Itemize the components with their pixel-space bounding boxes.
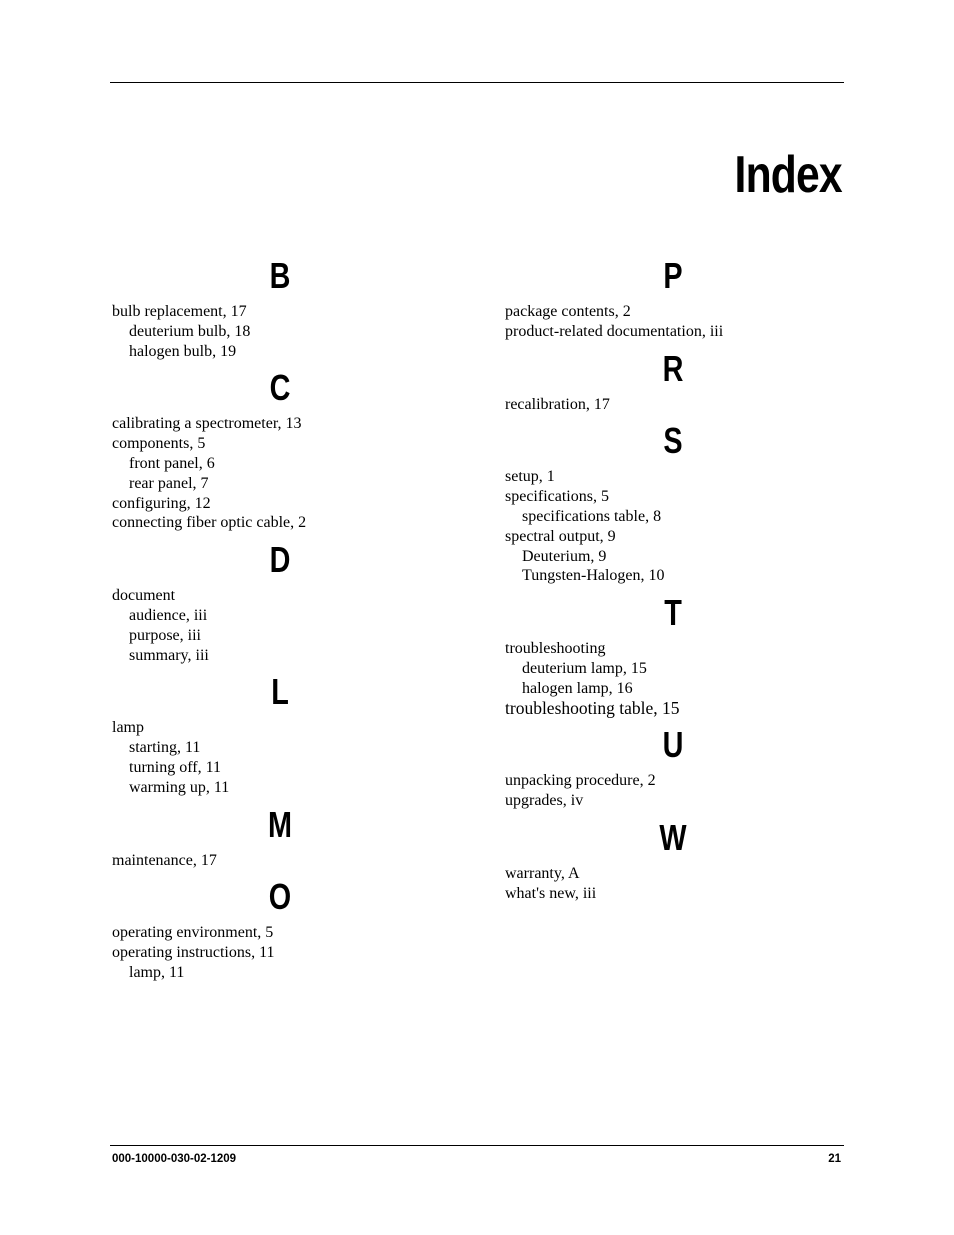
footer-rule (110, 1145, 844, 1146)
index-entry: product-related documentation, iii (505, 322, 724, 340)
index-letter-heading: M (268, 803, 292, 845)
footer-doc-number: 000-10000-030-02-1209 (112, 1153, 237, 1165)
index-entry: spectral output, 9 (505, 527, 616, 545)
index-entry: setup, 1 (505, 468, 555, 486)
index-entry-list (112, 718, 448, 797)
index-entry-list (505, 639, 841, 718)
index-entry: troubleshooting (505, 640, 606, 658)
index-entry: operating instructions, 11 (112, 944, 275, 962)
index-subentry: turning off, 11 (129, 758, 221, 776)
index-entry: configuring, 12 (112, 494, 211, 512)
index-subentry: halogen lamp, 16 (522, 679, 633, 697)
page-title: Index (734, 146, 842, 204)
index-entry-list (505, 864, 841, 904)
index-subentry: rear panel, 7 (129, 474, 209, 492)
index-entry-list (112, 414, 448, 533)
index-letter-heading: P (663, 255, 683, 296)
index-letter-heading: D (269, 539, 291, 581)
index-letter-heading: R (662, 347, 684, 389)
index-subentry: lamp, 11 (129, 963, 185, 981)
index-letter-heading: U (662, 724, 684, 766)
index-entry: calibrating a spectrometer, 13 (112, 415, 302, 433)
index-entry: warranty, A (505, 864, 580, 882)
index-subentry: halogen bulb, 19 (129, 342, 237, 360)
index-entry: troubleshooting table, 15 (505, 697, 680, 718)
index-subentry: deuterium lamp, 15 (522, 659, 647, 677)
index-entry: connecting fiber optic cable, 2 (112, 514, 307, 532)
index-entry-list (112, 586, 448, 665)
index-entry: maintenance, 17 (112, 851, 217, 869)
index-column-right (505, 252, 841, 907)
index-subentry: specifications table, 8 (522, 507, 662, 525)
index-subentry: summary, iii (129, 646, 209, 664)
index-entry-list (505, 771, 841, 811)
index-letter-heading: W (659, 816, 687, 858)
index-entry: upgrades, iv (505, 792, 584, 810)
index-entry: package contents, 2 (505, 303, 631, 320)
index-entry: components, 5 (112, 435, 206, 453)
header-rule (110, 82, 844, 83)
index-entry: operating environment, 5 (112, 924, 274, 942)
index-entry: recalibration, 17 (505, 395, 610, 413)
index-subentry: purpose, iii (129, 626, 201, 644)
index-entry: specifications, 5 (505, 488, 609, 506)
index-entry: what's new, iii (505, 884, 597, 902)
index-letter-heading: T (664, 592, 682, 634)
index-subentry: Tungsten-Halogen, 10 (522, 567, 665, 585)
index-entry-list (112, 302, 448, 361)
index-letter-heading: L (271, 671, 289, 713)
index-entry: lamp (112, 719, 144, 737)
index-subentry: Deuterium, 9 (522, 547, 607, 565)
index-entry-list (112, 851, 448, 871)
index-entry: bulb replacement, 17 (112, 303, 247, 320)
index-entry-list (505, 467, 841, 586)
index-subentry: front panel, 6 (129, 454, 215, 472)
index-entry: unpacking procedure, 2 (505, 772, 656, 790)
index-subentry: deuterium bulb, 18 (129, 322, 251, 340)
index-letter-heading: O (268, 876, 292, 918)
index-entry-list (112, 923, 448, 982)
index-column-left (112, 252, 448, 986)
index-entry-list (505, 302, 841, 342)
footer-page-number: 21 (828, 1153, 841, 1165)
index-subentry: warming up, 11 (129, 778, 230, 796)
index-letter-heading: C (269, 367, 291, 409)
index-letter-heading: S (663, 420, 683, 462)
index-letter-heading: B (269, 255, 291, 296)
index-subentry: audience, iii (129, 606, 208, 624)
index-subentry: starting, 11 (129, 739, 201, 757)
index-entry: document (112, 587, 176, 605)
index-entry-list (505, 395, 841, 415)
